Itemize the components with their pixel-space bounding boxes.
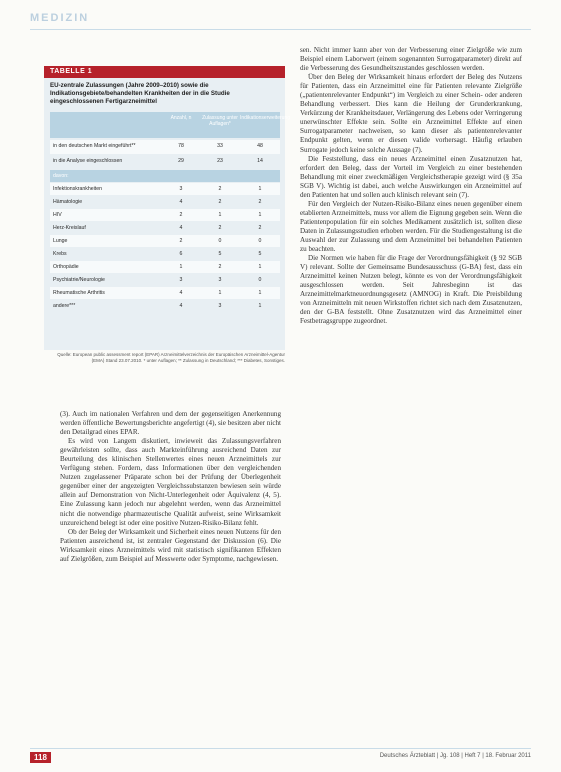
row-label: Rheumatische Arthritis: [53, 290, 105, 296]
table-row: [50, 248, 280, 260]
row-value: 5: [258, 251, 262, 257]
table-row: [50, 261, 280, 273]
table-row: [50, 155, 280, 169]
row-value: 4: [179, 290, 183, 296]
journal-info: Deutsches Ärzteblatt | Jg. 108 | Heft 7 | 18. Februar 2011: [379, 753, 531, 759]
row-value: 33: [217, 143, 223, 149]
paragraph: (3). Auch im nationalen Verfahren und dem der gegenseitigen Anerkennung werden öffentliche Bewertungsberichte angefertigt (4), sie besitzen aber nicht den Detailgrad eines EPAR.: [60, 410, 281, 437]
paragraph: Die Normen wie haben für die Frage der Verordnungsfähigkeit (§ 92 SGB V) relevant. Sollte der Gemeinsame Bundesausschuss (G-BA) fest, dass ein Arzneimittel keinen Nutzen belegt, könnte es von der Verordnungsfähigkeit ausgeschlossen werden. Seit Jahresbeginn ist das Arzneimittelmarktneuordnungsgesetz (AMNOG) in Kraft. Die Preisbildung von Arzneimitteln mit neuen Wirkstoffen richtet sich nach dem Zusatznutzen, den der G-BA feststellt. Ohne Zusatznutzen wird das Arzneimittel einer Festbetragsgruppe zugeordnet.: [300, 254, 522, 326]
table-header-cell: Zulassung unter Auflagen*: [202, 115, 238, 127]
paragraph: sen. Nicht immer kann aber von der Verbesserung einer Zielgröße wie zum Beispiel einem Laborwert (einem sogenannten Surrogatparameter) direkt auf die Verbesserung des Gesundheitszustandes geschlossen werden.: [300, 46, 522, 73]
row-value: 2: [218, 186, 222, 192]
table-row: [50, 170, 280, 182]
table-row: [50, 196, 280, 208]
row-value: 3: [179, 277, 183, 283]
paragraph: Über den Beleg der Wirksamkeit hinaus erfordert der Beleg des Nutzens für Patienten, dass ein Arzneimittel eine für Patienten relevante Zielgröße („patientenrelevanter Endpunkt“) im Vergleich zu einer Schein- oder anderen Behandlung verbessert. Dies kann die Heilung der Grunderkrankung, Verkürzung der Krankheitsdauer, Verlängerung des Lebens oder Verringerung unerwünschter Effekte sein. Sollte ein Arzneimittel Effekte auf einen Surrogatparameter nachweisen, so kann dieser als patientenrelevanter Endpunkt gelten, wenn er diesen valide vorhersagt. Häufig erlauben Surrogate jedoch keine solche Aussage (7).: [300, 73, 522, 154]
table-caption: Quelle: European public assessment report (EPAR) Arzneimittelverzeichnis der Europäischen Arzneimittel-Agentur (EMA) Stand 23.07.2010. * unter Auflagen; ** Zulassung in Deutschland; *** Diabetes, Sonstiges.: [57, 352, 285, 363]
row-value: 2: [258, 199, 262, 205]
table-row: [50, 300, 280, 312]
row-label: in den deutschen Markt eingeführt**: [53, 143, 136, 149]
row-value: 2: [179, 212, 183, 218]
section-kicker: MEDIZIN: [30, 12, 90, 24]
row-value: 3: [218, 277, 222, 283]
row-value: 4: [179, 225, 183, 231]
left-column: [60, 410, 281, 564]
table-tag: TABELLE 1: [44, 66, 285, 78]
row-label: Krebs: [53, 251, 67, 257]
table-header-cell: [50, 112, 162, 138]
table-header-row: [50, 112, 291, 138]
row-label: HIV: [53, 212, 62, 218]
paragraph: Für den Vergleich der Nutzen-Risiko-Bilanz eines neuen gegenüber einem etablierten Arzneimittels, muss vor allem die Eignung gegeben sein. Wenn die Patientenpopulation für ein solches Medikament zusätzlich ist, sollten diese Daten in Zulassungsstudien erhoben werden. Für die Studiengestaltung ist die Auswahl der zur Zulassung und dem Arzneimittel bei behandelten Patienten zu beachten.: [300, 199, 522, 254]
row-label: Herz-Kreislauf: [53, 225, 86, 231]
row-value: 23: [217, 158, 223, 164]
row-label: Psychiatrie/Neurologie: [53, 277, 105, 283]
row-label: davon:: [53, 173, 69, 179]
table-row: [50, 140, 280, 154]
row-value: 1: [258, 303, 262, 309]
footer-rule: [30, 748, 531, 749]
table-row: [50, 235, 280, 247]
row-value: 1: [258, 290, 262, 296]
table-header-cell: Indikationserweiterung: [240, 115, 291, 121]
row-label: in die Analyse eingeschlossen: [53, 158, 123, 164]
right-column: [300, 46, 522, 326]
row-value: 2: [258, 225, 262, 231]
row-value: 29: [178, 158, 184, 164]
row-value: [240, 173, 280, 182]
table-row: [50, 183, 280, 195]
row-value: [200, 173, 240, 182]
page-number: 118: [30, 752, 51, 763]
row-value: 0: [258, 238, 262, 244]
row-value: 1: [258, 212, 262, 218]
paragraph: Die Feststellung, dass ein neues Arzneimittel einen Zusatznutzen hat, erfordert den Beleg, dass der Vorteil im Vergleich zu einer bestehenden Behandlung mit einer zweckmäßigen Vergleichstherapie gezeigt wird (§ 35a SGB V). Wichtig ist dabei, auch welche Auswirkungen ein Arzneimittel auf den Patienten hat und sollen auch klinisch relevant sein (7).: [300, 154, 522, 199]
table-row: [50, 274, 280, 286]
row-value: 4: [179, 199, 183, 205]
row-value: 48: [257, 143, 263, 149]
row-label: andere***: [53, 303, 76, 309]
row-value: [162, 173, 200, 182]
table-header-cell: Anzahl, n: [170, 115, 192, 121]
table-row: [50, 209, 280, 221]
row-value: 1: [179, 264, 183, 270]
row-value: 78: [178, 143, 184, 149]
row-value: 1: [258, 186, 262, 192]
row-value: 2: [218, 199, 222, 205]
row-label: Lunge: [53, 238, 68, 244]
table-row: [50, 287, 280, 299]
row-label: Hämatologie: [53, 199, 83, 205]
row-label: Orthopädie: [53, 264, 79, 270]
table-title: EU-zentrale Zulassungen (Jahre 2009–2010) sowie die Indikationsgebiete/behandelten Krankheiten der in die Studie eingeschlossenen Fertigarzneimittel: [50, 82, 230, 105]
page-header: [0, 12, 561, 30]
row-value: 3: [218, 303, 222, 309]
row-value: 14: [257, 158, 263, 164]
row-value: 1: [258, 264, 262, 270]
row-value: 1: [218, 212, 222, 218]
row-value: 2: [218, 264, 222, 270]
row-value: 5: [218, 251, 222, 257]
row-value: 3: [179, 186, 183, 192]
table-box: [44, 66, 291, 350]
row-label: Infektionskrankheiten: [53, 186, 103, 192]
row-value: 0: [218, 238, 222, 244]
row-value: 6: [179, 251, 183, 257]
row-value: 2: [218, 225, 222, 231]
paragraph: Es wird von Langem diskutiert, inwieweit das Zulassungsverfahren gewährleisten sollte, dass auch Markteinführung ausreichend Daten zur Beurteilung des klinischen Stellenwertes eines neuen Arzneimittels zur Verfügung stehen. Fordern, dass Informationen über den vergleichenden Nutzen zugelassener Präparate schon bei der Prüfung der Überlegenheit gegenüber einer der angezeigten Vergleichssubstanzen bewiesen sein würde allein auf Demonstration von Nicht-Unterlegenheit oder Äquivalenz (4, 5). Eine Zulassung kann jedoch nur abgelehnt werden, wenn das Arzneimittel nicht die notwendige pharmazeutische Qualität aufweist, seine Wirksamkeit unzureichend belegt ist oder eine positive Nutzen-Risiko-Bilanz fehlt.: [60, 437, 281, 527]
header-rule: [30, 29, 531, 30]
row-value: 4: [179, 303, 183, 309]
row-value: 0: [258, 277, 262, 283]
row-value: 2: [179, 238, 183, 244]
row-value: 1: [218, 290, 222, 296]
paragraph: Ob der Beleg der Wirksamkeit und Sicherheit eines neuen Nutzens für den Patienten ausreichend ist, ist zentraler Gegenstand der Diskussion (6). Die Wirksamkeit eines Arzneimittels wird mit statistisch signifikanten Effekten auf Zielgrößen, zum Beispiel auf Messwerte oder Symptome, nachgewiesen.: [60, 527, 281, 563]
table-row: [50, 222, 280, 234]
